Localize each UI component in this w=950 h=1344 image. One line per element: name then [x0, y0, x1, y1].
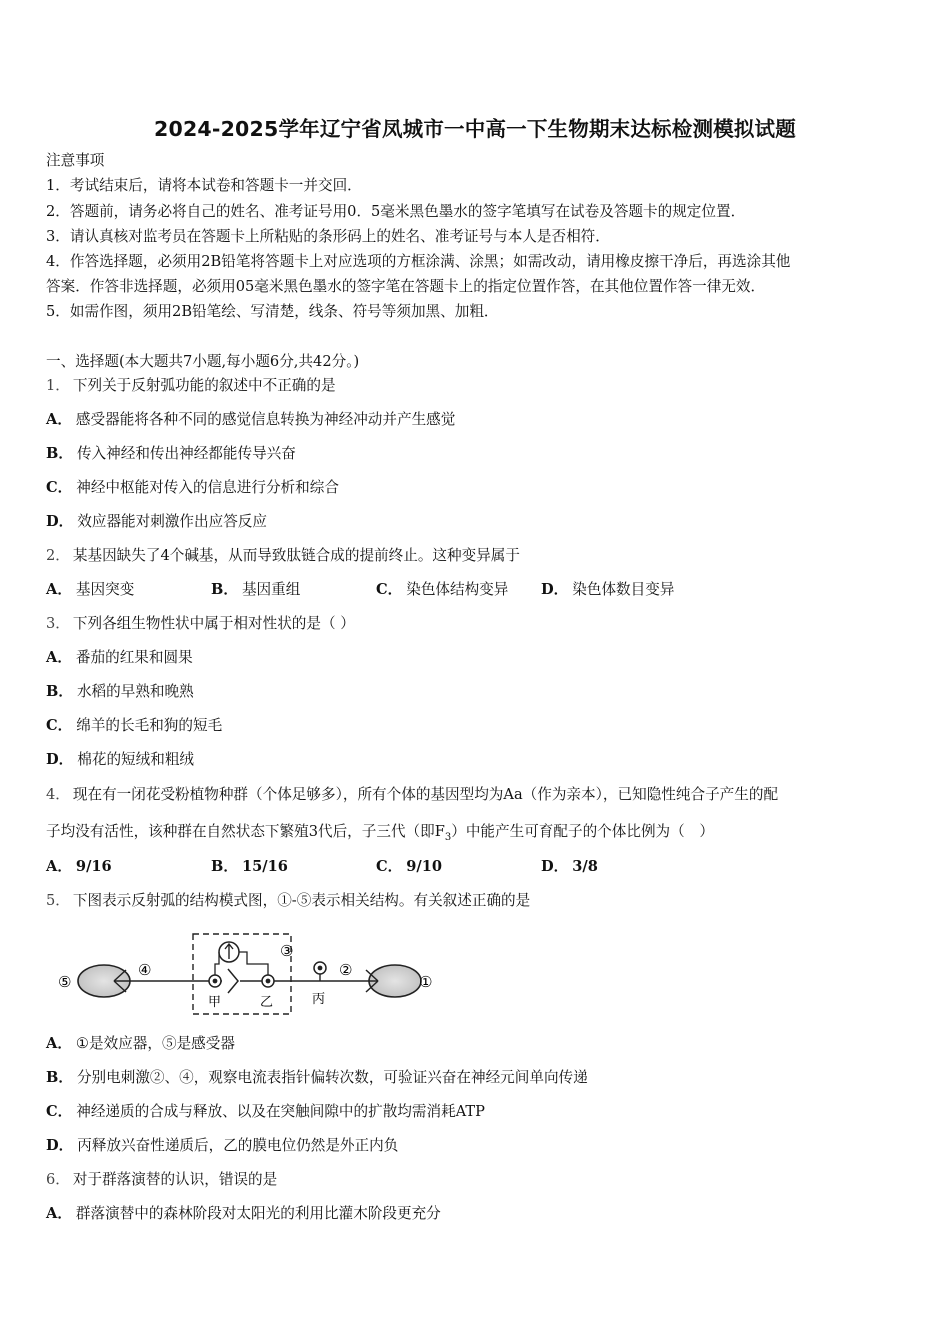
question-2-option-d: D． 染色体数目变异	[541, 581, 675, 598]
synapse-marker	[228, 969, 238, 993]
question-3-option-d: D． 棉花的短绒和粗绒	[46, 751, 195, 768]
notice-item: 2．答题前，请务必将自己的姓名、准考证号用0．5毫米黑色墨水的签字笔填写在试卷及答题卡的规定位置．	[46, 203, 746, 220]
label-4: ④	[138, 961, 152, 979]
question-2-option-a: A． 基因突变	[46, 581, 135, 598]
question-1-option-b: B． 传入神经和传出神经都能传导兴奋	[46, 445, 296, 462]
notice-item: 4．作答选择题，必须用2B铅笔将答题卡上对应选项的方框涂满、涂黑；如需改动，请用橡皮擦干净后，再选涂其他	[46, 253, 791, 270]
label-yi: 乙	[260, 995, 274, 1010]
question-5-stem: 5． 下图表示反射弧的结构模式图，①-⑤表示相关结构。有关叙述正确的是	[46, 892, 531, 909]
label-1: ①	[419, 973, 433, 991]
question-number: 3．	[46, 615, 70, 632]
label-5: ⑤	[58, 973, 72, 991]
notice-item: 3．请认真核对监考员在答题卡上所粘贴的条形码上的姓名、准考证号与本人是否相符．	[46, 228, 610, 245]
question-4-option-a: A． 9/16	[46, 858, 112, 875]
label-3: ③	[280, 942, 294, 960]
question-4-options	[46, 857, 906, 877]
notice-item: 5．如需作图，须用2B铅笔绘、写清楚，线条、符号等须加黑、加粗．	[46, 303, 499, 320]
question-3-stem: 3． 下列各组生物性状中属于相对性状的是（ ）	[46, 615, 355, 632]
reflex-arc-diagram	[52, 928, 442, 1020]
question-2-option-b: B． 基因重组	[211, 581, 301, 598]
question-5-option-a: A． ①是效应器，⑤是感受器	[46, 1035, 235, 1052]
question-6-option-a: A． 群落演替中的森林阶段对太阳光的利用比灌木阶段更充分	[46, 1205, 441, 1222]
question-2-options	[46, 580, 906, 600]
question-number: 4．	[46, 786, 70, 803]
page-title: 2024-2025学年辽宁省凤城市一中高一下生物期末达标检测模拟试题	[154, 117, 796, 141]
question-6-stem: 6． 对于群落演替的认识，错误的是	[46, 1171, 278, 1188]
question-1-option-a: A． 感受器能将各种不同的感觉信息转换为神经冲动并产生感觉	[46, 411, 456, 428]
question-3-option-a: A． 番茄的红果和圆果	[46, 649, 193, 666]
question-3-option-c: C． 绵羊的长毛和狗的短毛	[46, 717, 223, 734]
question-2-stem: 2． 某基因缺失了4个碱基，从而导致肽链合成的提前终止。这种变异属于	[46, 547, 520, 564]
question-number: 6．	[46, 1171, 70, 1188]
question-4-stem-line1: 4． 现在有一闭花受粉植物种群（个体足够多），所有个体的基因型均为Aa（作为亲本），已知隐性纯合子产生的配	[46, 786, 779, 803]
label-2: ②	[339, 961, 353, 979]
label-bing: 丙	[312, 992, 326, 1007]
question-5-option-b: B． 分别电刺激②、④，观察电流表指针偏转次数，可验证兴奋在神经元间单向传递	[46, 1069, 588, 1086]
notice-heading: 注意事项	[46, 152, 105, 169]
question-5-option-c: C． 神经递质的合成与释放、以及在突触间隙中的扩散均需消耗ATP	[46, 1103, 485, 1120]
notice-item: 1．考试结束后，请将本试卷和答题卡一并交回．	[46, 177, 362, 194]
section-title: 一、选择题(本大题共7小题,每小题6分,共42分。)	[46, 353, 360, 370]
question-1-stem: 1． 下列关于反射弧功能的叙述中不正确的是	[46, 377, 336, 394]
question-1-option-c: C． 神经中枢能对传入的信息进行分析和综合	[46, 479, 339, 496]
question-1-option-d: D． 效应器能对刺激作出应答反应	[46, 513, 267, 530]
question-4-option-d: D． 3/8	[541, 858, 598, 875]
label-jia: 甲	[208, 995, 222, 1010]
question-number: 2．	[46, 547, 70, 564]
question-5-option-d: D． 丙释放兴奋性递质后，乙的膜电位仍然是外正内负	[46, 1137, 399, 1154]
question-number: 1．	[46, 377, 70, 394]
notice-item: 答案．作答非选择题，必须用05毫米黑色墨水的签字笔在答题卡上的指定位置作答，在其他位置作答一律无效．	[46, 278, 766, 295]
question-number: 5．	[46, 892, 70, 909]
question-3-option-b: B． 水稻的早熟和晚熟	[46, 683, 194, 700]
question-2-option-c: C． 染色体结构变异	[376, 581, 509, 598]
question-4-stem-line2: 子均没有活性，该种群在自然状态下繁殖3代后，子三代（即$F_3$）中能产生可育配子的个体比例为（ ）	[46, 823, 714, 843]
question-4-option-b: B． 15/16	[211, 858, 288, 875]
question-4-option-c: C． 9/10	[376, 858, 443, 875]
